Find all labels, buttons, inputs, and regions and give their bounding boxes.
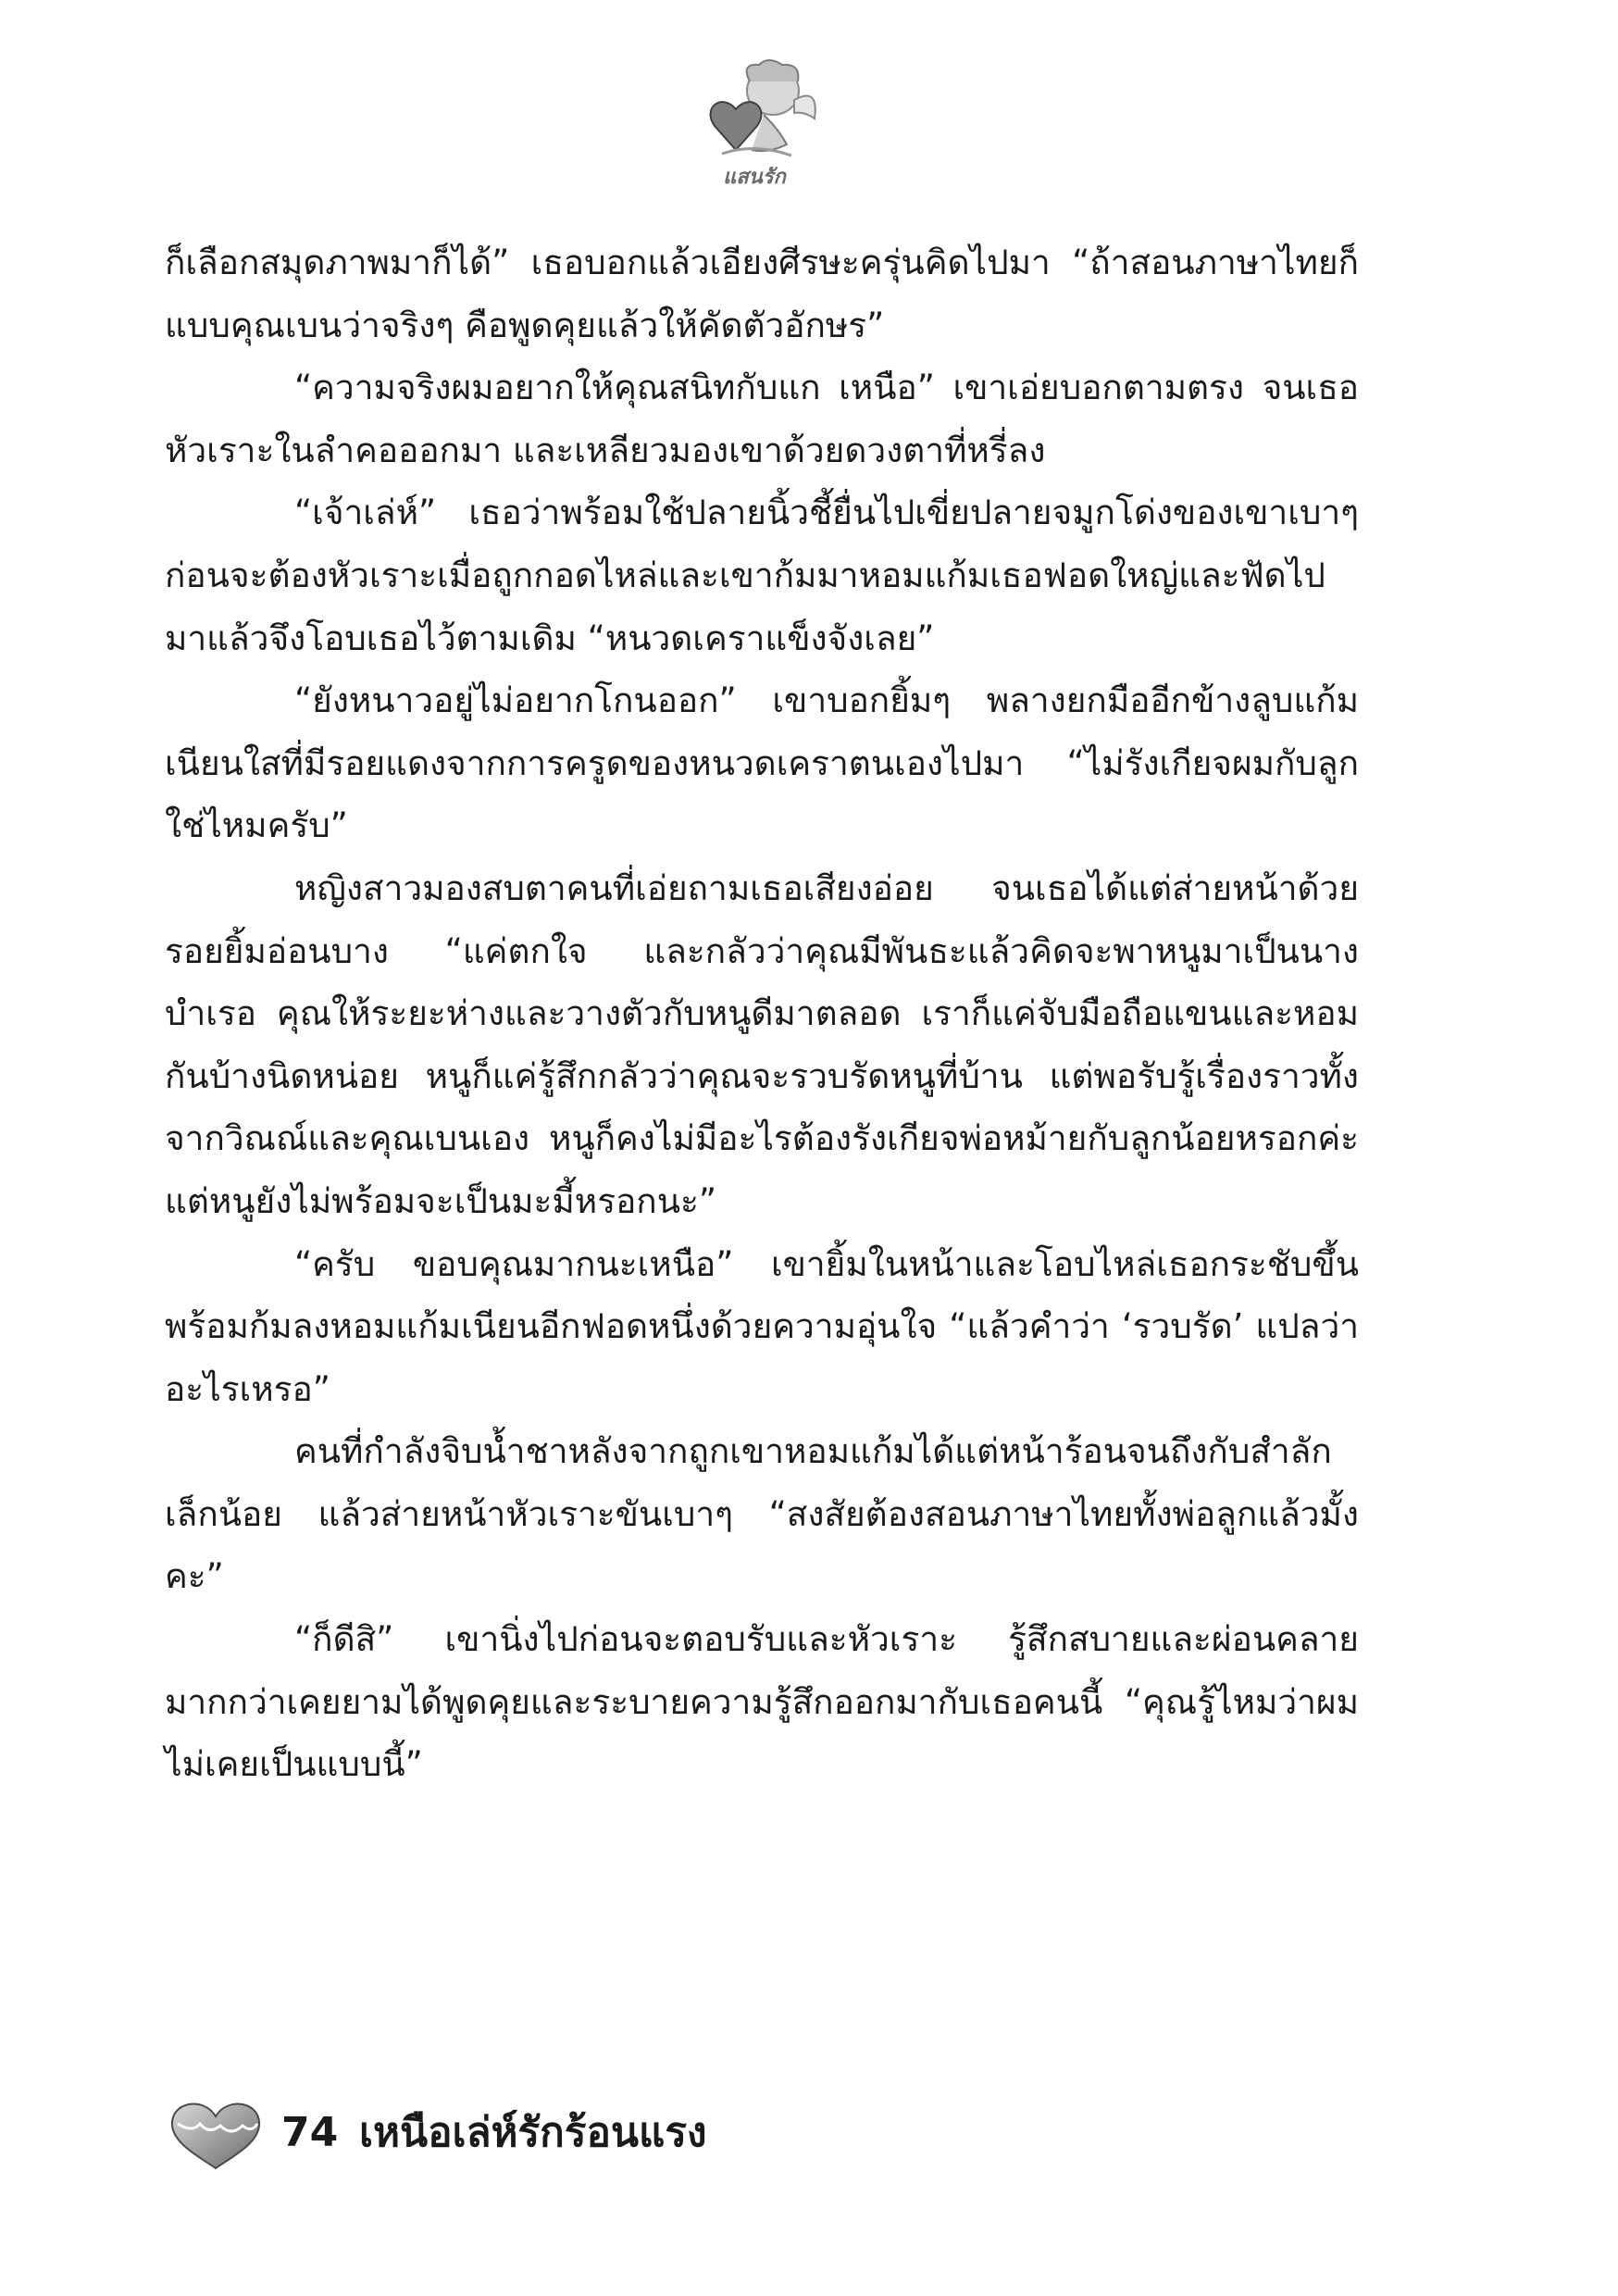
paragraph: “ความจริงผมอยากให้คุณสนิทกับแก เหนือ” เขาเอ่ยบอกตามตรง จนเธอหัวเราะในลำคอออกมา และเหลียวมองเขาด้วยดวงตาที่หรี่ลง [165, 368, 1359, 470]
page-footer [165, 2096, 998, 2170]
cupid-with-heart-icon [685, 54, 824, 174]
paragraph: “ยังหนาวอยู่ไม่อยากโกนออก” เขาบอกยิ้มๆ พลางยกมืออีกข้างลูบแก้มเนียนใสที่มีรอยแดงจากการครูดของหนวดเคราตนเองไปมา “ไม่รังเกียจผมกับลูกใช่ไหมครับ” [165, 680, 1359, 846]
publisher-logo [685, 54, 824, 193]
story-body [165, 231, 1359, 1796]
heart-icon [165, 2096, 267, 2170]
paragraph: “ครับ ขอบคุณมากนะเหนือ” เขายิ้มในหน้าและโอบไหล่เธอกระชับขึ้น พร้อมก้มลงหอมแก้มเนียนอีกฟอดหนึ่งด้วยความอุ่นใจ “แล้วคำว่า ‘รวบรัด’ แปลว่าอะไรเหรอ” [165, 1243, 1359, 1409]
paragraph: ก็เลือกสมุดภาพมาก็ได้” เธอบอกแล้วเอียงศีรษะครุ่นคิดไปมา “ถ้าสอนภาษาไทยก็แบบคุณเบนว่าจริงๆ คือพูดคุยแล้วให้คัดตัวอักษร” [165, 243, 1359, 345]
paragraph: หญิงสาวมองสบตาคนที่เอ่ยถามเธอเสียงอ่อย จนเธอได้แต่ส่ายหน้าด้วยรอยยิ้มอ่อนบาง “แค่ตกใจ และกลัวว่าคุณมีพันธะแล้วคิดจะพาหนูมาเป็นนางบำเรอ คุณให้ระยะห่างและวางตัวกับหนูดีมาตลอด เราก็แค่จับมือถือแขนและหอมกันบ้างนิดหน่อย หนูก็แค่รู้สึกกลัวว่าคุณจะรวบรัดหนูที่บ้าน แต่พอรับรู้เรื่องราวทั้งจากวิณณ์และคุณเบนเอง หนูก็คงไม่มีอะไรต้องรังเกียจพ่อหม้ายกับลูกน้อยหรอกค่ะ แต่หนูยังไม่พร้อมจะเป็นมะมี้หรอกนะ” [165, 867, 1359, 1221]
logo-text: แสนรัก [723, 166, 786, 189]
paragraph: “เจ้าเล่ห์” เธอว่าพร้อมใช้ปลายนิ้วชี้ยื่นไปเขี่ยปลายจมูกโด่งของเขาเบาๆ ก่อนจะต้องหัวเราะเมื่อถูกกอดไหล่และเขาก้มมาหอมแก้มเธอฟอดใหญ่และฟัดไปมาแล้วจึงโอบเธอไว้ตามเดิม “หนวดเคราแข็งจังเลย” [165, 493, 1359, 658]
paragraph: “ก็ดีสิ” เขานิ่งไปก่อนจะตอบรับและหัวเราะ รู้สึกสบายและผ่อนคลายมากกว่าเคยยามได้พูดคุยและระบายความรู้สึกออกมากับเธอคนนี้ “คุณรู้ไหมว่าผมไม่เคยเป็นแบบนี้” [165, 1619, 1359, 1785]
book-title: เหนือเล่ห์รักร้อนแรง [359, 2109, 707, 2156]
page-number: 74 [281, 2109, 339, 2156]
paragraph: คนที่กำลังจิบน้ำชาหลังจากถูกเขาหอมแก้มได้แต่หน้าร้อนจนถึงกับสำลักเล็กน้อย แล้วส่ายหน้าหัวเราะขันเบาๆ “สงสัยต้องสอนภาษาไทยทั้งพ่อลูกแล้วมั้งคะ” [165, 1431, 1359, 1597]
